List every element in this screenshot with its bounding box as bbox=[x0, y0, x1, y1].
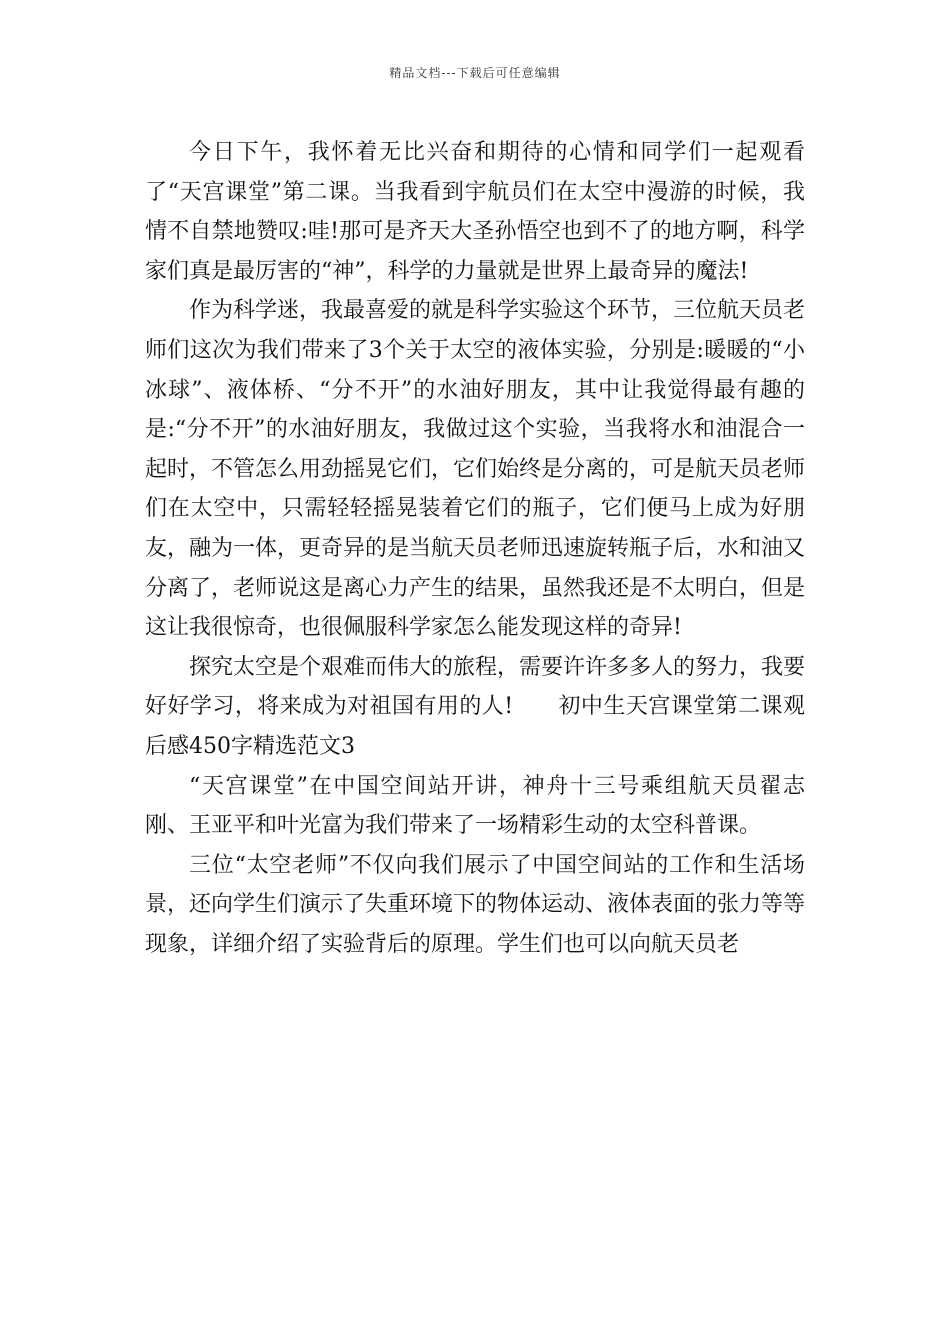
paragraph-3: 探究太空是个艰难而伟大的旅程，需要许许多多人的努力，我要好好学习，将来成为对祖国有用的人! 初中生天宫课堂第二课观后感450字精选范文3 bbox=[145, 654, 806, 759]
page-header: 精品文档---下载后可任意编辑 bbox=[389, 66, 561, 80]
paragraph-1: 今日下午，我怀着无比兴奋和期待的心情和同学们一起观看了“天宫课堂”第二课。当我看到宇航员们在太空中漫游的时候，我情不自禁地赞叹:哇!那可是齐天大圣孙悟空也到不了的地方啊，科学家们真是最厉害的“神”，科学的力量就是世界上最奇异的魔法! bbox=[145, 140, 805, 284]
paragraph-2: 作为科学迷，我最喜爱的就是科学实验这个环节，三位航天员老师们这次为我们带来了3个关于太空的液体实验，分别是:暖暖的“小冰球”、液体桥、“分不开”的水油好朋友，其中让我觉得最有趣的是:“分不开”的水油好朋友，我做过这个实验，当我将水和油混合一起时，不管怎么用劲摇晃它们，它们始终是分离的，可是航天员老师们在太空中，只需轻轻摇晃装着它们的瓶子，它们便马上成为好朋友，融为一体，更奇异的是当航天员老师迅速旋转瓶子后，水和油又分离了，老师说这是离心力产生的结果，虽然我还是不太明白，但是这让我很惊奇，也很佩服科学家怎么能发现这样的奇异! bbox=[145, 298, 806, 641]
document-body bbox=[145, 133, 805, 964]
paragraph-4: “天宫课堂”在中国空间站开讲，神舟十三号乘组航天员翟志刚、王亚平和叶光富为我们带来了一场精彩生动的太空科普课。 bbox=[145, 773, 805, 839]
paragraph-5: 三位“太空老师”不仅向我们展示了中国空间站的工作和生活场景，还向学生们演示了失重环境下的物体运动、液体表面的张力等等现象，详细介绍了实验背后的原理。学生们也可以向航天员老 bbox=[145, 852, 806, 957]
